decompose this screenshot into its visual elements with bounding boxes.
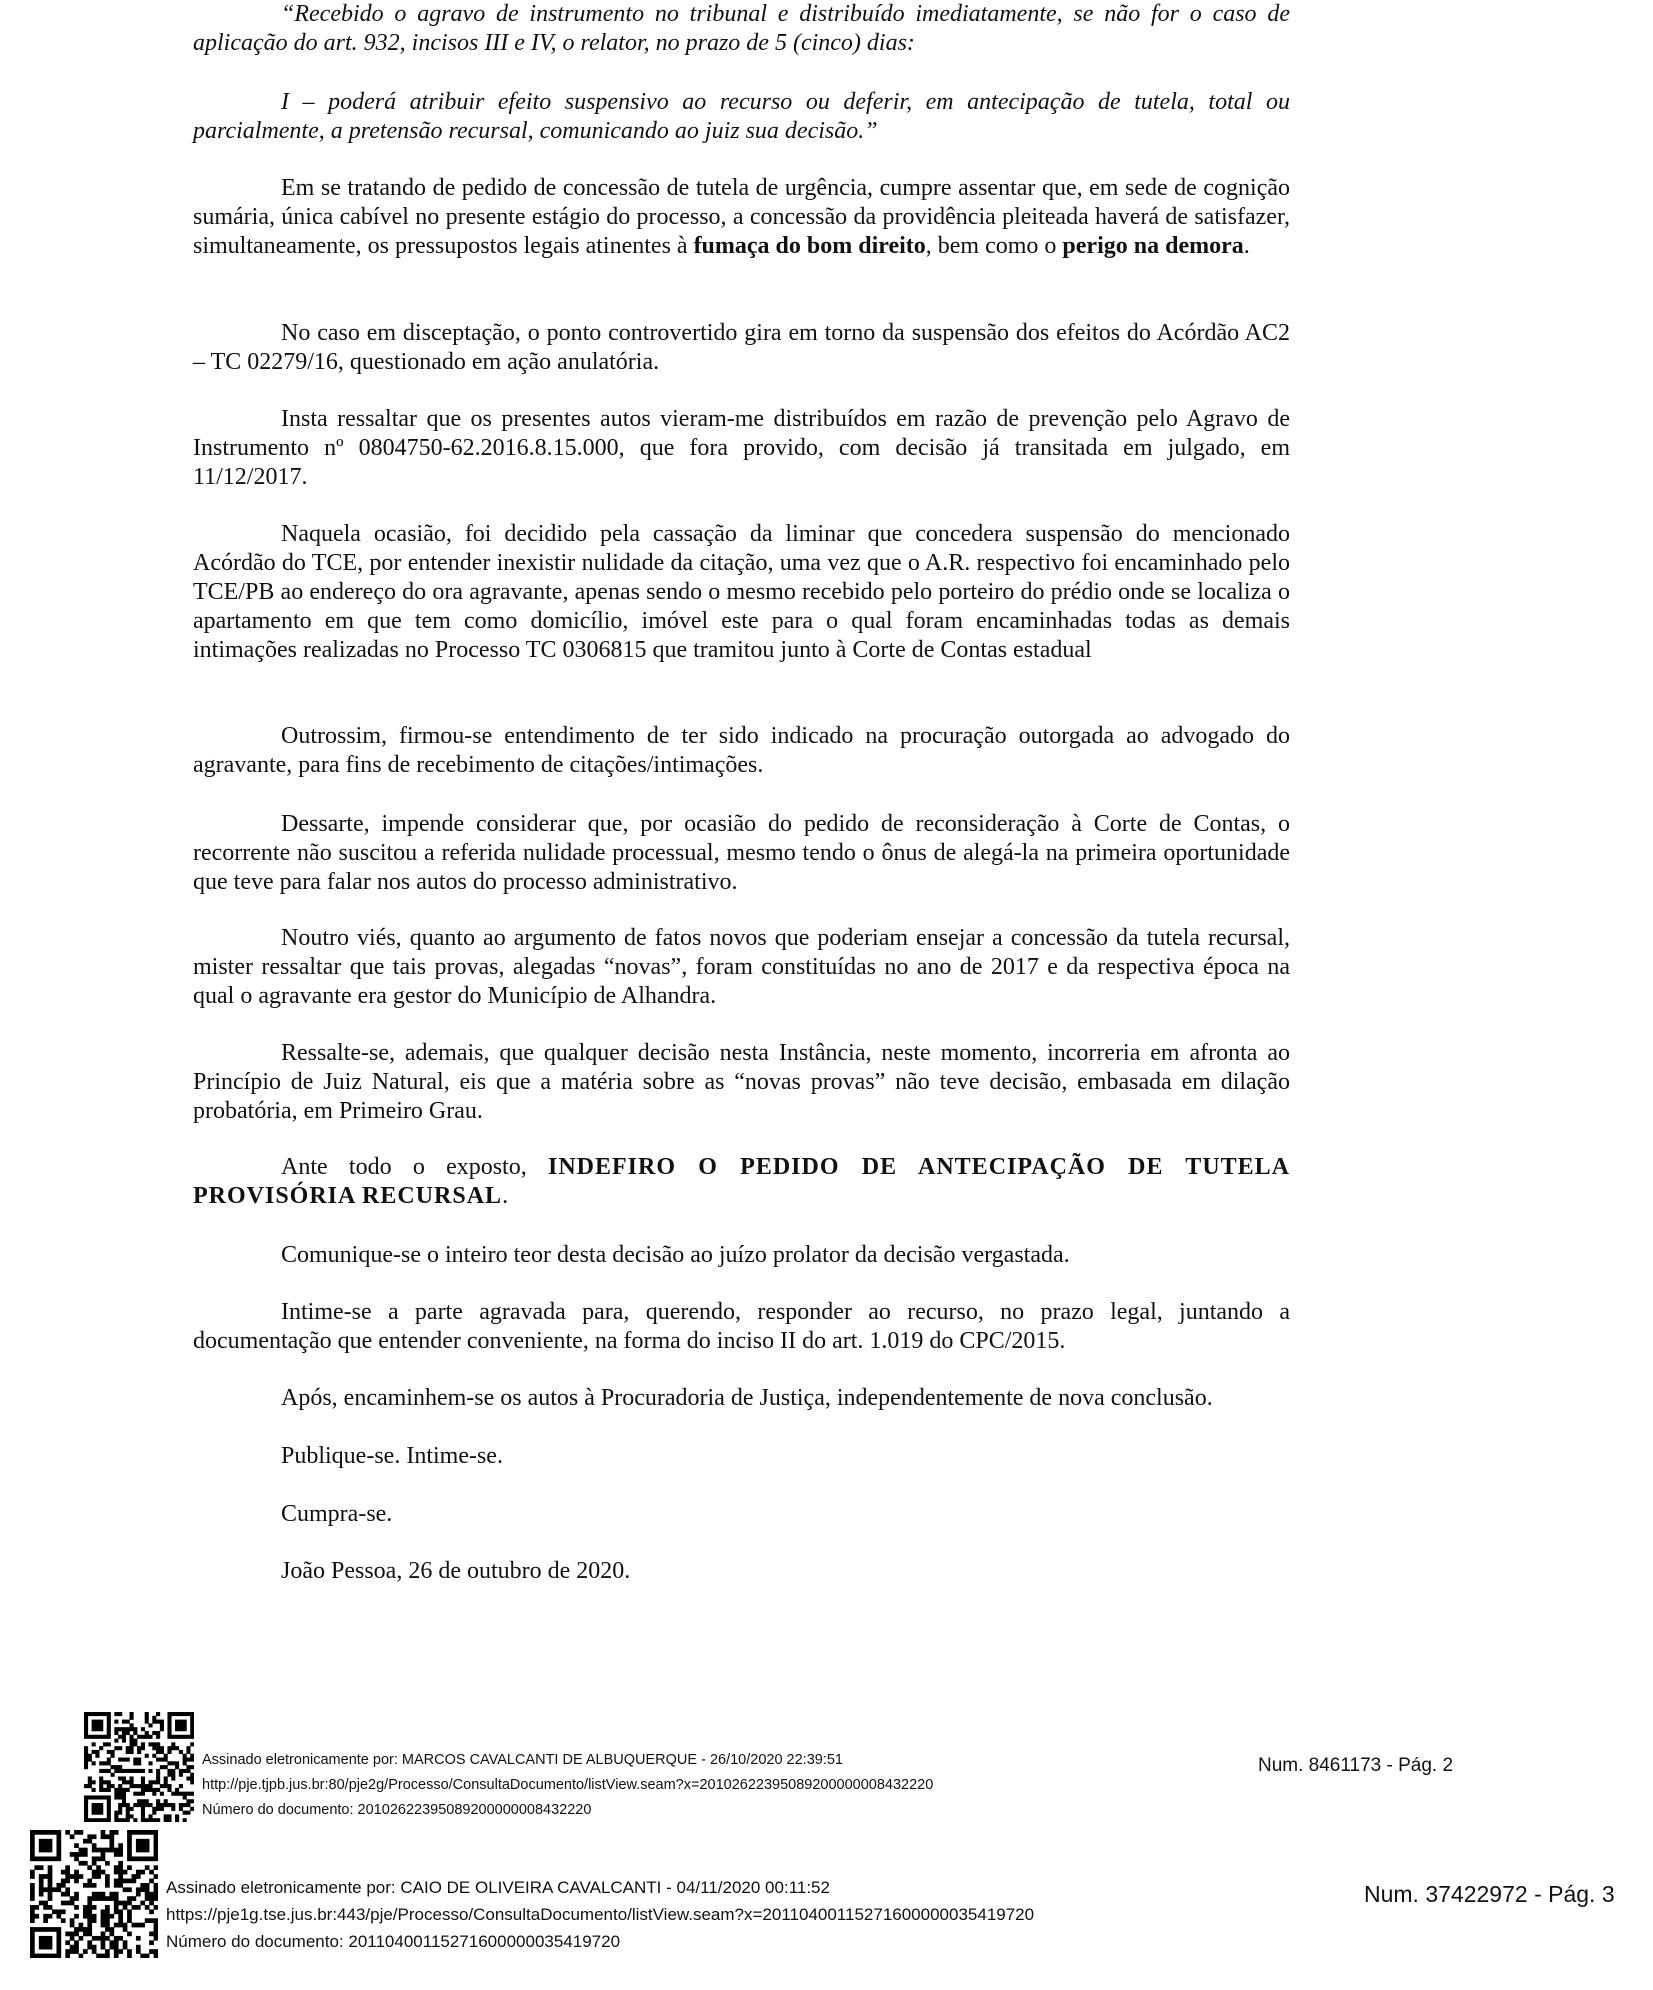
paragraph-decisao: Ante todo o exposto, INDEFIRO O PEDIDO DE ANTECIPAÇÃO DE TUTELA PROVISÓRIA RECURSAL. (193, 1154, 1291, 1209)
paragraph-naquela: Naquela ocasião, foi decidido pela cassação da liminar que concedera suspensão do mencionado Acórdão do TCE, por entender inexistir nulidade da citação, uma vez que o A.R. respectivo foi encaminhado pelo TCE/PB ao endereço do ora agravante, apenas sendo o mesmo recebido pelo porteiro do prédio onde se localiza o apartamento em que tem como domicílio, imóvel este para o qual foram encaminhadas todas as demais intimações realizadas no Processo TC 0306815 que tramitou junto à Corte de Contas estadual (193, 521, 1290, 663)
paragraph-comunique: Comunique-se o inteiro teor desta decisão ao juízo prolator da decisão vergastada. (281, 1242, 1070, 1268)
paragraph-outrossim: Outrossim, firmou-se entendimento de ter sido indicado na procuração outorgada ao advogado do agravante, para fins de recebimento de citações/intimações. (193, 723, 1290, 778)
document-url-2[interactable]: https://pje1g.tse.jus.br:443/pje/Processo/ConsultaDocumento/listView.seam?x=20110400115271600000035419720 (166, 1905, 1035, 1924)
signature-block-1 (202, 1748, 933, 1823)
quote-intro: “Recebido o agravo de instrumento no tribunal e distribuído imediatamente, se não for o caso de aplicação do art. 932, incisos III e IV, o relator, no prazo de 5 (cinco) dias: (193, 1, 1290, 56)
paragraph-publique: Publique-se. Intime-se. (281, 1443, 503, 1469)
page-reference-1: Num. 8461173 - Pág. 2 (1258, 1755, 1454, 1776)
paragraph-noutro: Noutro viés, quanto ao argumento de fatos novos que poderiam ensejar a concessão da tutela recursal, mister ressaltar que tais provas, alegadas “novas”, foram constituídas no ano de 2017 e da respectiva época na qual o agravante era gestor do Município de Alhandra. (193, 925, 1290, 1009)
paragraph-apos: Após, encaminhem-se os autos à Procuradoria de Justiça, independentemente de nova conclusão. (281, 1385, 1213, 1411)
bold-fumaca: fumaça do bom direito (693, 233, 926, 259)
signed-by-2: Assinado eletronicamente por: CAIO DE OLIVEIRA CAVALCANTI - 04/11/2020 00:11:52 (166, 1878, 830, 1897)
document-number-1: Número do documento: 20102622395089200000008432220 (202, 1802, 592, 1818)
paragraph-dessarte: Dessarte, impende considerar que, por ocasião do pedido de reconsideração à Corte de Contas, o recorrente não suscitou a referida nulidade processual, mesmo tendo o ônus de alegá-la na primeira oportunidade que teve para falar nos autos do processo administrativo. (193, 811, 1290, 895)
qr-code-icon (30, 1830, 158, 1958)
signature-block-2 (166, 1874, 1034, 1955)
paragraph-intime: Intime-se a parte agravada para, querendo, responder ao recurso, no prazo legal, juntando a documentação que entender conveniente, na forma do inciso II do art. 1.019 do CPC/2015. (193, 1299, 1290, 1354)
quote-item: I – poderá atribuir efeito suspensivo ao recurso ou deferir, em antecipação de tutela, total ou parcialmente, a pretensão recursal, comunicando ao juiz sua decisão.” (193, 89, 1290, 144)
bold-indefiro: INDEFIRO O PEDIDO DE ANTECIPAÇÃO DE TUTELA PROVISÓRIA RECURSAL (193, 1154, 1291, 1209)
paragraph-insta: Insta ressaltar que os presentes autos vieram-me distribuídos em razão de prevenção pelo Agravo de Instrumento nº 0804750-62.2016.8.15.000, que fora provido, com decisão já transitada em julgado, em 11/12/2017. (193, 406, 1290, 490)
bold-perigo: perigo na demora (1062, 233, 1244, 259)
paragraph-local-data: João Pessoa, 26 de outubro de 2020. (281, 1558, 631, 1584)
page-reference-2: Num. 37422972 - Pág. 3 (1364, 1881, 1615, 1907)
signed-by-1: Assinado eletronicamente por: MARCOS CAVALCANTI DE ALBUQUERQUE - 26/10/2020 22:39:51 (202, 1752, 843, 1768)
document-number-2: Número do documento: 20110400115271600000035419720 (166, 1932, 621, 1951)
paragraph-tutela: Em se tratando de pedido de concessão de tutela de urgência, cumpre assentar que, em sede de cognição sumária, única cabível no presente estágio do processo, a concessão da providência pleiteada haverá de satisfazer, simultaneamente, os pressupostos legais atinentes à fumaça do bom direito, bem como o perigo na demora. (193, 175, 1290, 259)
qr-code-icon (84, 1712, 194, 1822)
paragraph-caso: No caso em disceptação, o ponto controvertido gira em torno da suspensão dos efeitos do Acórdão AC2 – TC 02279/16, questionado em ação anulatória. (193, 320, 1290, 375)
document-url-1[interactable]: http://pje.tjpb.jus.br:80/pje2g/Processo/ConsultaDocumento/listView.seam?x=20102622395089200000008432220 (202, 1777, 934, 1793)
paragraph-ressalte: Ressalte-se, ademais, que qualquer decisão nesta Instância, neste momento, incorreria em afronta ao Princípio de Juiz Natural, eis que a matéria sobre as “novas provas” não teve decisão, embasada em dilação probatória, em Primeiro Grau. (193, 1040, 1290, 1124)
paragraph-cumpra: Cumpra-se. (281, 1501, 393, 1527)
